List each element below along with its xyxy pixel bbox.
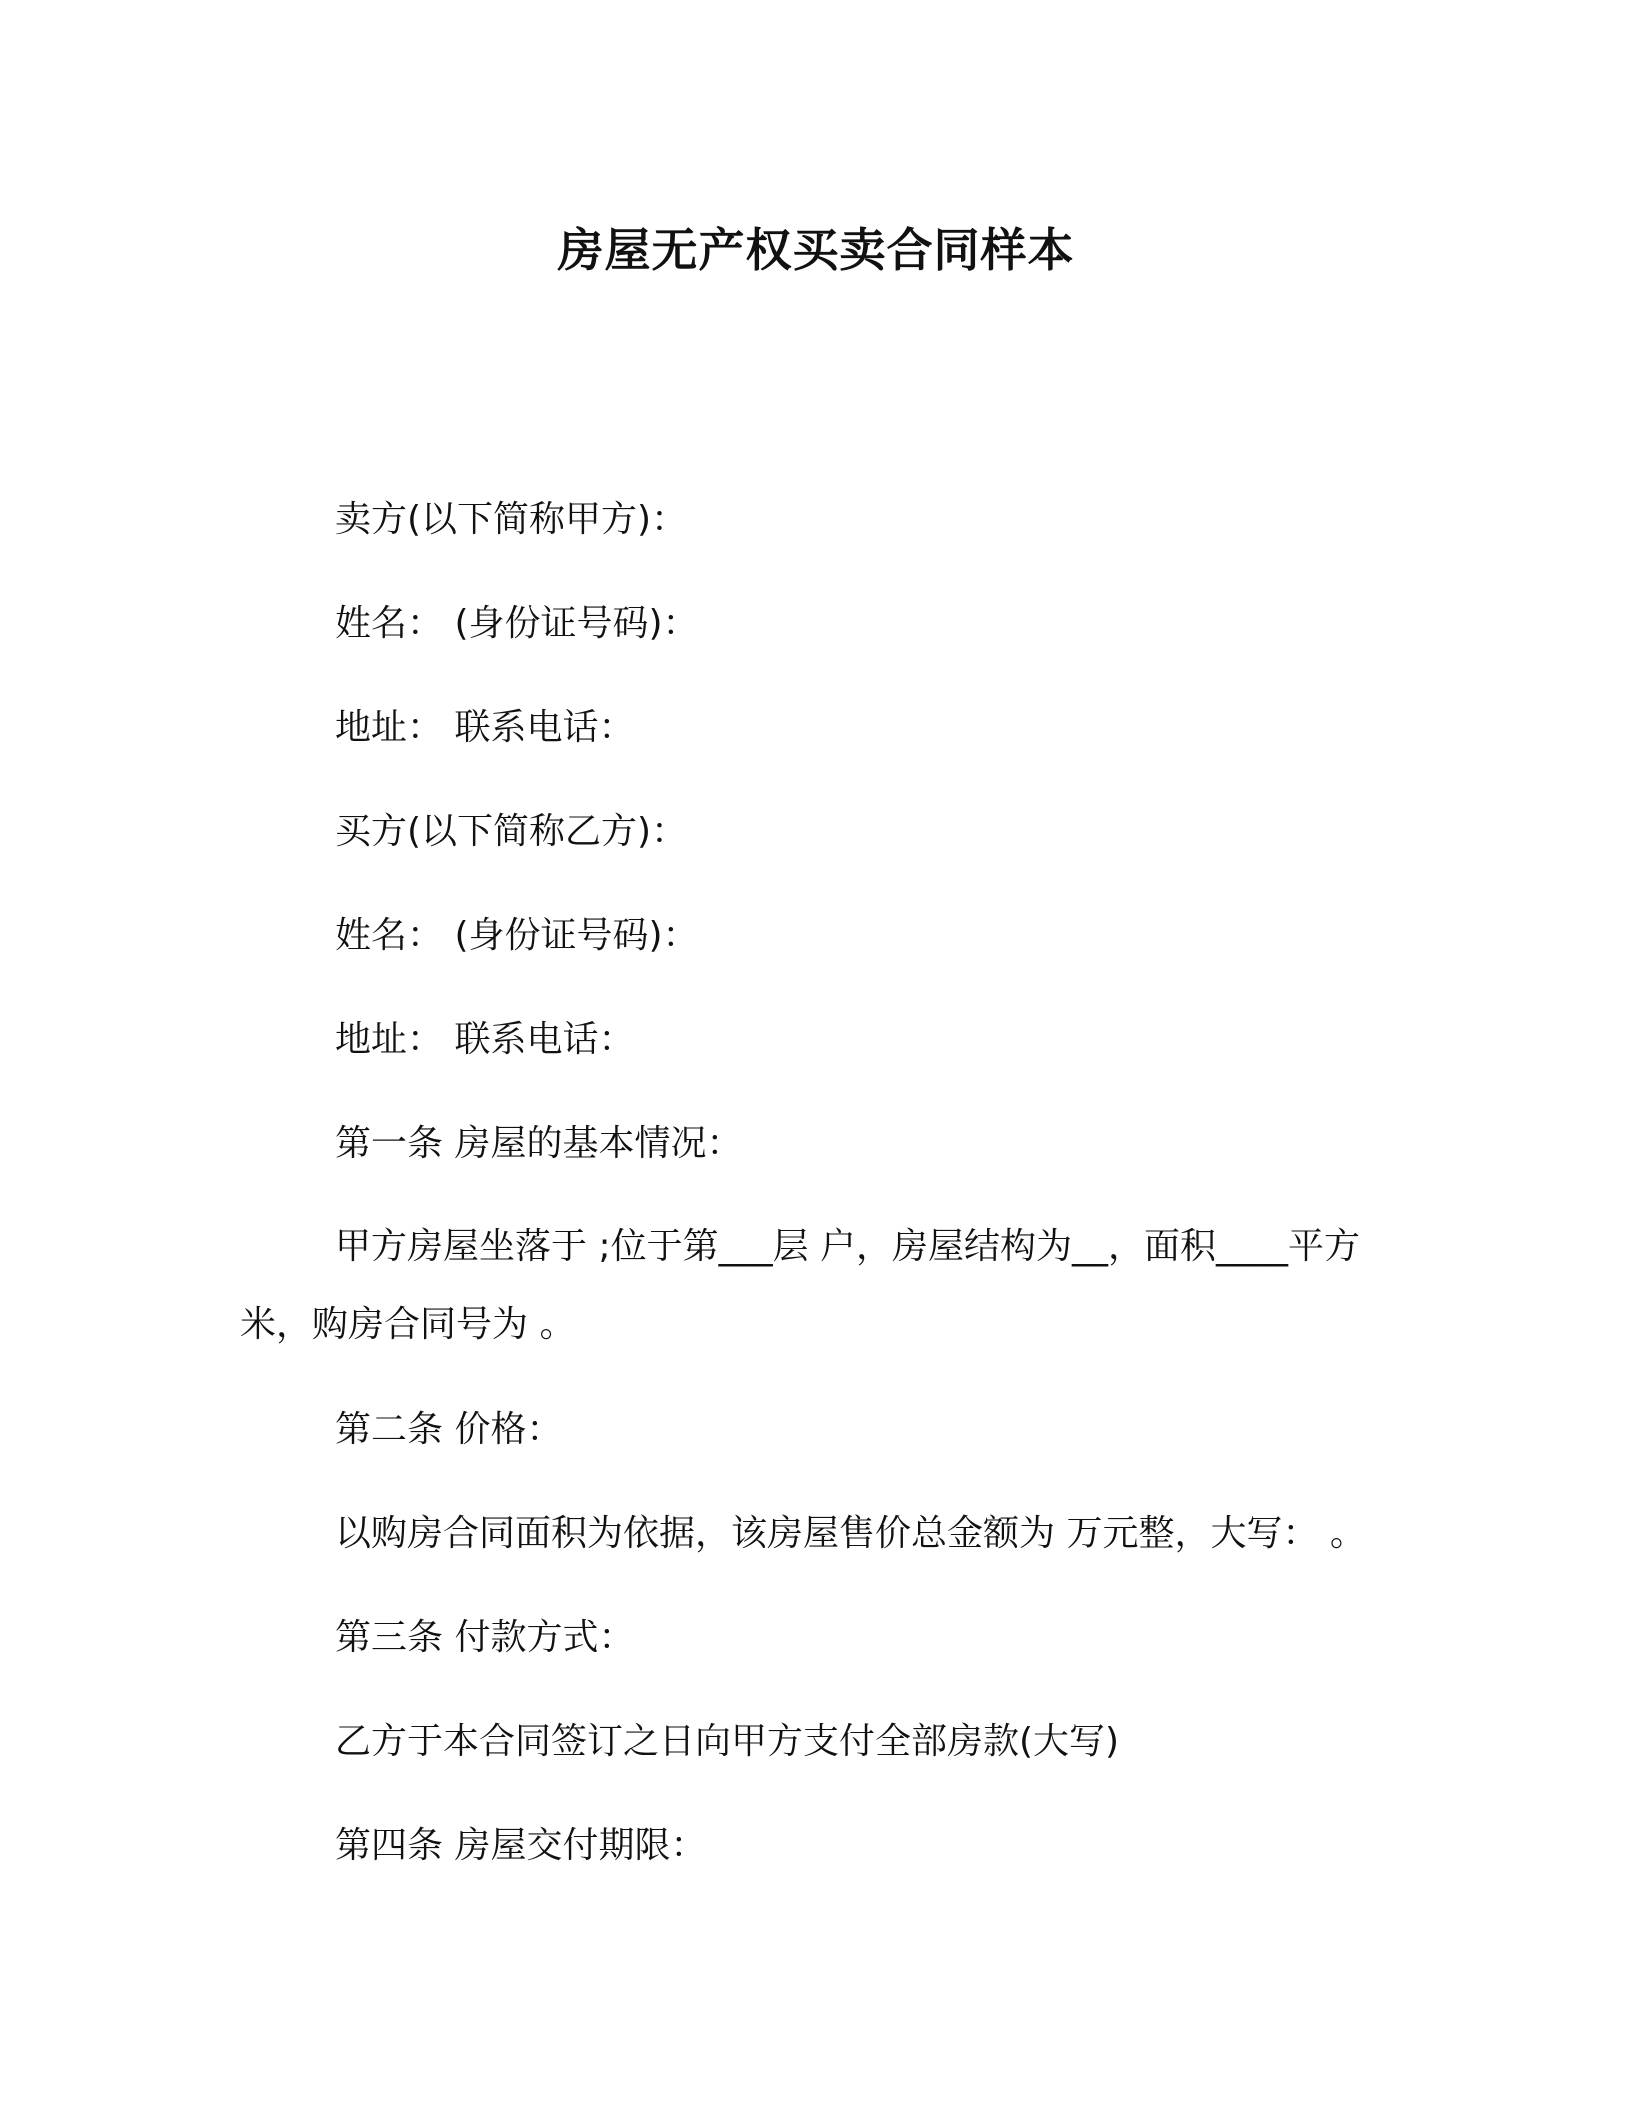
seller-name-id-line: 姓名： (身份证号码)： <box>335 603 699 644</box>
article-1-heading: 第一条 房屋的基本情况： <box>335 1123 743 1164</box>
article-4-heading: 第四条 房屋交付期限： <box>335 1825 707 1866</box>
article-2-heading: 第二条 价格： <box>335 1409 563 1450</box>
seller-address-phone-line: 地址： 联系电话： <box>335 707 635 748</box>
article-3-heading: 第三条 付款方式： <box>335 1617 635 1658</box>
buyer-name-id-line: 姓名： (身份证号码)： <box>335 915 699 956</box>
buyer-address-phone-line: 地址： 联系电话： <box>335 1019 635 1060</box>
article-1-body: 甲方房屋坐落于 ;位于第___层 户，房屋结构为__，面积____平方米，购房合同号为 。 <box>240 1226 1361 1345</box>
document-title: 房屋无产权买卖合同样本 <box>557 223 1075 277</box>
article-2-body: 以购房合同面积为依据，该房屋售价总金额为 万元整，大写： 。 <box>335 1513 1366 1554</box>
buyer-heading: 买方(以下简称乙方)： <box>335 811 688 852</box>
seller-heading: 卖方(以下简称甲方)： <box>335 499 688 540</box>
article-3-body: 乙方于本合同签订之日向甲方支付全部房款(大写) <box>335 1721 1120 1762</box>
